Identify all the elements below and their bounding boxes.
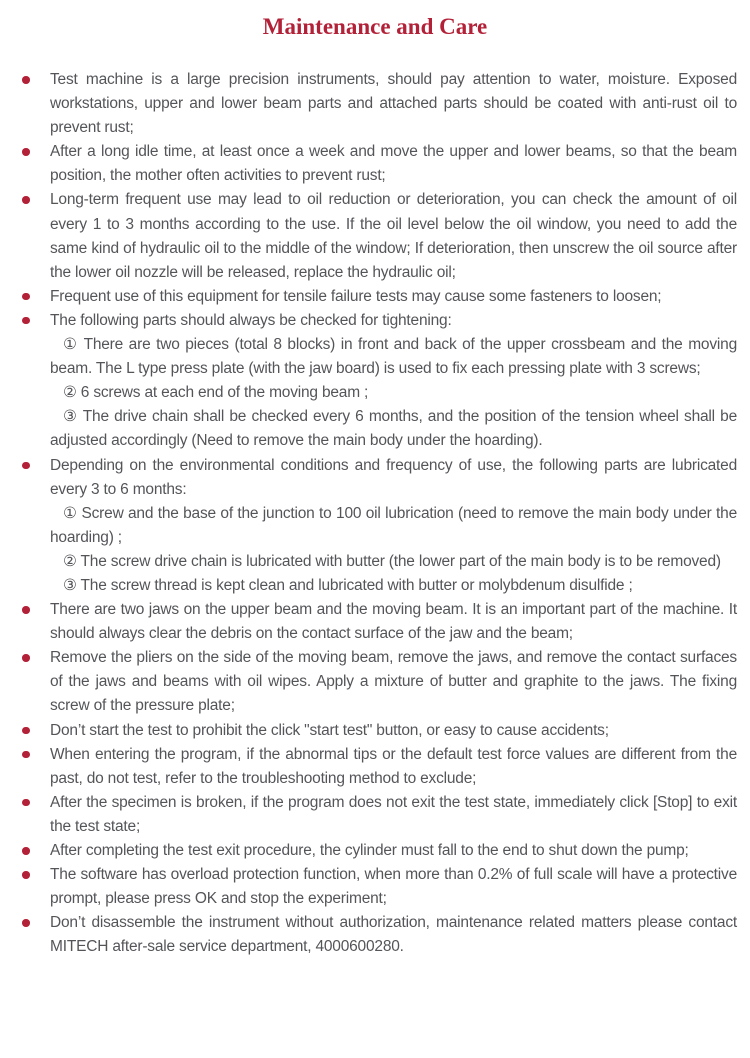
bullet-icon — [22, 847, 30, 855]
list-item-text: Remove the pliers on the side of the moving beam, remove the jaws, and remove the contact surfaces of the jaws and beams with oil wipes. Apply a mixture of butter and graphite to the jaws. The fixing screw of the pressure plate; — [50, 649, 737, 715]
list-item-text: When entering the program, if the abnormal tips or the default test force values are different from the past, do not test, refer to the troubleshooting method to exclude; — [50, 745, 737, 787]
list-item — [50, 68, 737, 140]
sub-item-text: ③ The drive chain shall be checked every 6 months, and the position of the tension wheel shall be adjusted accordingly (Need to remove the main body under the hoarding). — [50, 408, 737, 450]
list-item-text: Frequent use of this equipment for tensile failure tests may cause some fasteners to loosen; — [50, 287, 662, 305]
bullet-icon — [22, 462, 30, 470]
list-item — [50, 454, 737, 599]
bullet-icon — [22, 654, 30, 662]
list-item-text: Test machine is a large precision instruments, should pay attention to water, moisture. Exposed workstations, upper and lower beam parts and attached parts should be coated with anti-rust oil to prevent rust; — [50, 71, 737, 137]
list-item — [50, 839, 737, 863]
list-item-text: There are two jaws on the upper beam and the moving beam. It is an important part of the machine. It should always clear the debris on the contact surface of the jaw and the beam; — [50, 601, 737, 643]
list-item-text: After a long idle time, at least once a week and move the upper and lower beams, so that the beam position, the mother often activities to prevent rust; — [50, 143, 737, 185]
list-item — [50, 646, 737, 718]
sub-item-text: ③ The screw thread is kept clean and lubricated with butter or molybdenum disulfide ; — [63, 576, 633, 594]
list-item — [50, 743, 737, 791]
list-item — [50, 719, 737, 743]
bullet-icon — [22, 606, 30, 614]
list-item — [50, 911, 737, 959]
bullet-icon — [22, 799, 30, 807]
list-item-text: After the specimen is broken, if the program does not exit the test state, immediately click [Stop] to exit the test state; — [50, 793, 737, 835]
list-item-text: Don’t disassemble the instrument without authorization, maintenance related matters please contact MITECH after-sale service department, 4000600280. — [50, 914, 737, 956]
bullet-icon — [22, 751, 30, 759]
sub-item-text: ① Screw and the base of the junction to 100 oil lubrication (need to remove the main body under the hoarding) ; — [50, 504, 737, 546]
list-item — [50, 791, 737, 839]
bullet-icon — [22, 293, 30, 301]
list-item-text: Don’t start the test to prohibit the click "start test" button, or easy to cause accidents; — [50, 721, 609, 739]
list-item — [50, 188, 737, 284]
list-item — [50, 140, 737, 188]
list-item — [50, 863, 737, 911]
page-title: Maintenance and Care — [262, 14, 488, 39]
sub-item-text: ② 6 screws at each end of the moving beam ; — [63, 384, 369, 402]
list-item — [50, 285, 737, 309]
list-item-text: After completing the test exit procedure, the cylinder must fall to the end to shut down the pump; — [50, 842, 689, 859]
sub-item-text: ② The screw drive chain is lubricated with butter (the lower part of the main body is to be removed) — [63, 552, 721, 570]
bullet-icon — [22, 871, 30, 879]
list-item-text: The software has overload protection function, when more than 0.2% of full scale will have a protective prompt, please press OK and stop the experiment; — [50, 866, 737, 908]
bullet-icon — [22, 317, 30, 325]
list-item-text: The following parts should always be checked for tightening: — [50, 311, 452, 329]
list-item — [50, 309, 737, 454]
list-item-text: Long-term frequent use may lead to oil reduction or deterioration, you can check the amount of oil every 1 to 3 months according to the use. If the oil level below the oil window, you need to add the same kind of hydraulic oil to the middle of the window; If deterioration, then unscrew the oil source after the lower oil nozzle will be released, replace the hydraulic oil; — [50, 191, 737, 281]
list-item — [50, 598, 737, 646]
list-item-text: Depending on the environmental conditions and frequency of use, the following parts are lubricated every 3 to 6 months: — [50, 456, 737, 498]
sub-item-text: ① There are two pieces (total 8 blocks) in front and back of the upper crossbeam and the moving beam. The L type press plate (with the jaw board) is used to fix each pressing plate with 3 screws; — [50, 336, 737, 378]
bullet-icon — [22, 148, 30, 156]
bullet-icon — [22, 196, 30, 204]
maintenance-list — [50, 68, 737, 959]
bullet-icon — [22, 727, 30, 735]
bullet-icon — [22, 76, 30, 84]
bullet-icon — [22, 919, 30, 927]
